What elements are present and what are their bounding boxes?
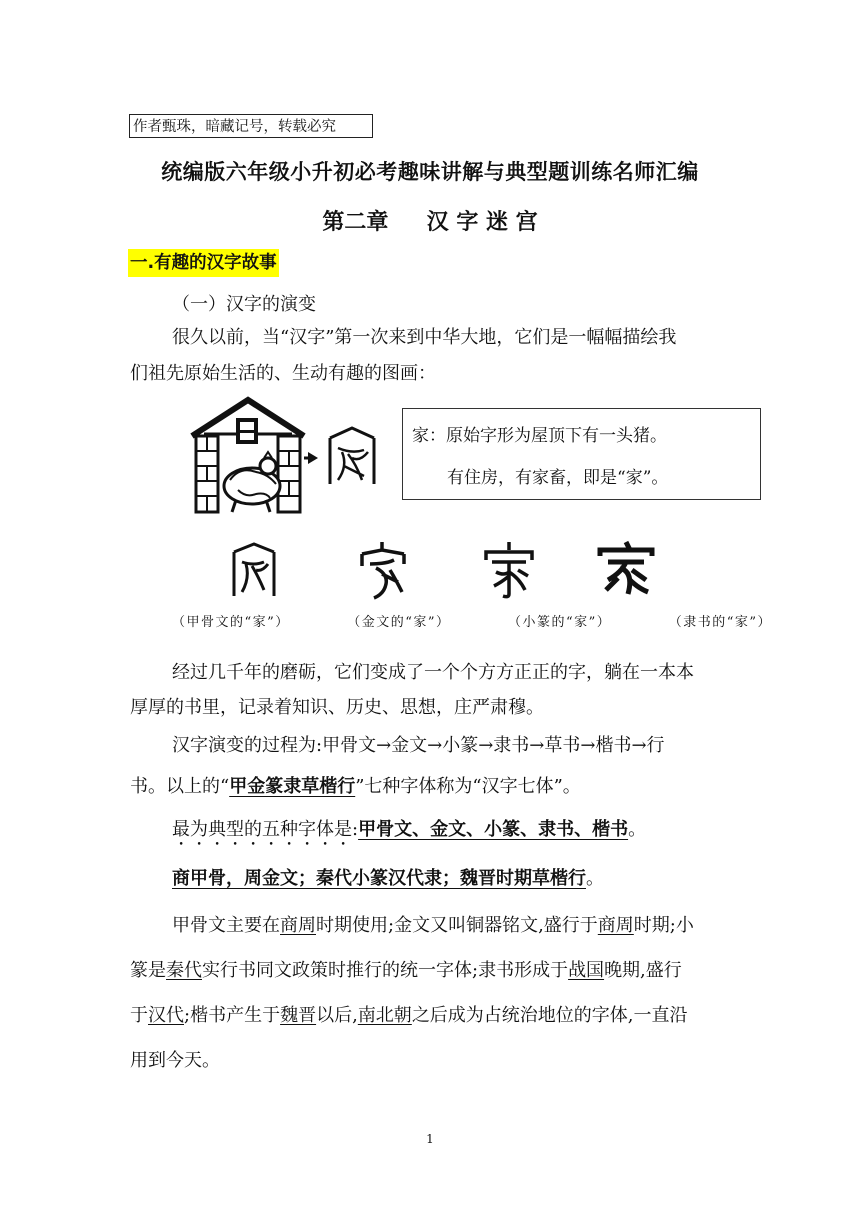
author-note: 作者甄珠，暗藏记号，转载必究 xyxy=(129,114,373,138)
chapter-title: 第二章 汉 字 迷 宫 xyxy=(322,210,538,235)
glyph-label-oracle-bone: （甲骨文的“家”） xyxy=(172,615,290,630)
para4-line xyxy=(172,814,646,850)
five-scripts-keyword: 甲骨文、金文、小篆、隶书、楷书 xyxy=(358,819,629,840)
dynasty-weijin: 魏晋 xyxy=(280,1005,317,1026)
para3-suffix: ”七种字体称为“汉字七体”。 xyxy=(355,776,581,797)
oracle-bone-jia-glyph xyxy=(226,540,286,600)
dynasty-southern-northern: 南北朝 xyxy=(357,1005,412,1026)
para5-line xyxy=(172,863,604,895)
intro-line-2: 们祖先原始生活的、生动有趣的图画： xyxy=(130,363,436,384)
para3-prefix: 书。以上的“ xyxy=(130,776,230,797)
page-number: 1 xyxy=(426,1132,434,1146)
para6-line-4: 用到今天。 xyxy=(130,1050,220,1071)
dynasty-han: 汉代 xyxy=(148,1005,184,1026)
caption-line-2: 有住房，有家畜，即是“家”。 xyxy=(447,468,669,488)
glyph-label-bronze: （金文的“家”） xyxy=(347,615,451,630)
sub-heading: （一）汉字的演变 xyxy=(172,294,316,315)
para6-line-3: 于汉代;楷书产生于魏晋以后,南北朝之后成为占统治地位的字体,一直沿 xyxy=(130,1005,688,1026)
clerical-script-jia-glyph xyxy=(596,540,656,600)
seven-scripts-keyword: 甲金篆隶草楷行 xyxy=(229,776,356,797)
para3-line-1: 汉字演变的过程为:甲骨文→金文→小篆→隶书→草书→楷书→行 xyxy=(172,735,665,756)
glyph-label-small-seal: （小篆的“家”） xyxy=(507,615,612,630)
intro-line-1: 很久以前，当“汉字”第一次来到中华大地，它们是一幅幅描绘我 xyxy=(172,327,677,348)
caption-box xyxy=(402,408,761,500)
glyph-labels xyxy=(172,611,772,630)
para5-suffix: 。 xyxy=(586,868,604,889)
para4-prefix: 最为典型的五种字体是: xyxy=(172,819,359,840)
para2-line-2: 厚厚的书里，记录着知识、历史、思想，庄严肃穆。 xyxy=(130,697,544,718)
dynasty-qin: 秦代 xyxy=(166,960,202,981)
para6-line-1: 甲骨文主要在商周时期使用;金文又叫铜器铭文,盛行于商周时期;小 xyxy=(172,915,694,936)
para4-suffix: 。 xyxy=(628,819,647,840)
glyph-label-clerical: （隶书的“家”） xyxy=(668,615,772,630)
bronze-script-jia-glyph xyxy=(356,540,412,600)
section-heading: 一.有趣的汉字故事 xyxy=(128,249,279,277)
para6-line-2: 篆是秦代实行书同文政策时推行的统一字体;隶书形成于战国晚期,盛行 xyxy=(130,960,682,981)
para3-line-2 xyxy=(130,771,581,803)
main-title: 统编版六年级小升初必考趣味讲解与典型题训练名师汇编 xyxy=(161,160,699,184)
caption-line-1: 家：原始字形为屋顶下有一头猪。 xyxy=(412,426,667,446)
dynasty-shangzhou: 商周 xyxy=(597,915,634,936)
small-seal-jia-glyph xyxy=(482,540,536,600)
house-pictograph-illustration xyxy=(186,396,382,516)
dynasty-shangzhou: 商周 xyxy=(280,915,316,936)
dynasty-warring-states: 战国 xyxy=(568,960,605,981)
para2-line-1: 经过几千年的磨砺，它们变成了一个个方方正正的字，躺在一本本 xyxy=(172,662,694,683)
dynasty-mnemonic: 商甲骨，周金文；秦代小篆汉代隶；魏晋时期草楷行 xyxy=(172,868,586,889)
